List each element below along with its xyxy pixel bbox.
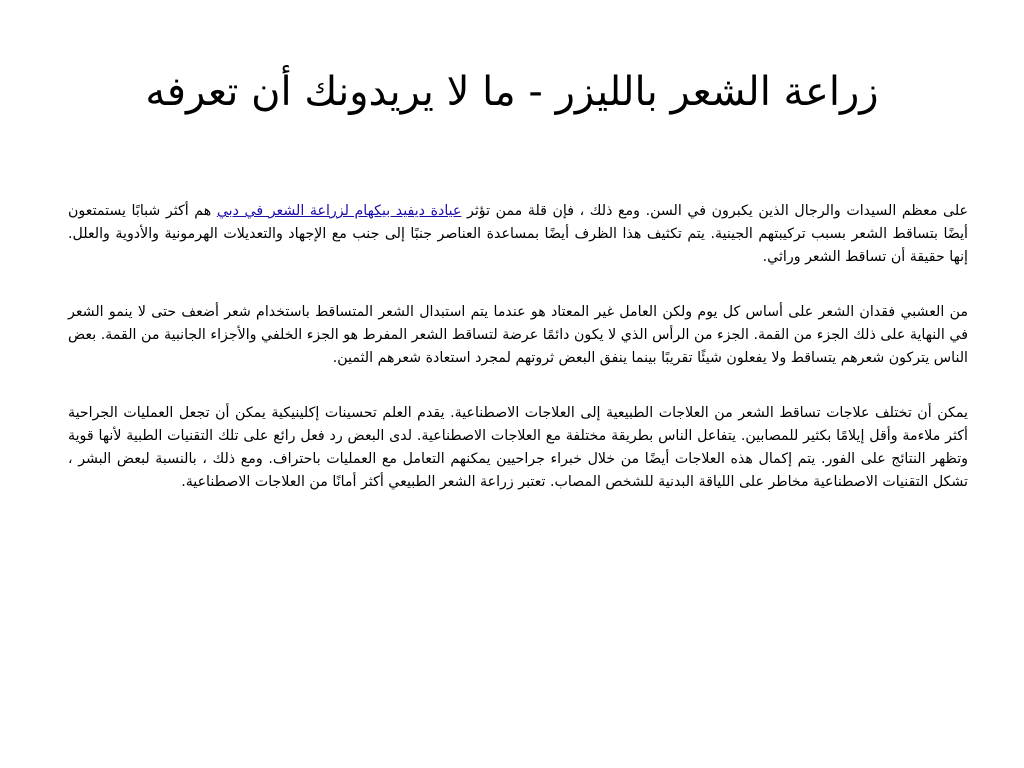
slide-title: زراعة الشعر بالليزر - ما لا يريدونك أن تعرفه — [145, 69, 879, 115]
paragraph-1-text-before-link: على معظم السيدات والرجال الذين يكبرون في السن. ومع ذلك ، فإن قلة ممن تؤثر — [461, 203, 968, 219]
dubai-hair-clinic-link[interactable]: عيادة ديفيد بيكهام لزراعة الشعر في دبي — [216, 203, 462, 219]
paragraph-1-text-after-link: هم أكثر شبابًا يستمتعون أيضًا بتساقط الشعر بسبب تركيبتهم الجينية. يتم تكثيف هذا الظرف أيضًا بمساعدة العناصر جنبًا إلى جنب مع الإجهاد والتعديلات الهرمونية والأدوية والعلل. إنها حقيقة أن تساقط الشعر وراثي. — [68, 203, 968, 265]
paragraph-2: من العشبي فقدان الشعر على أساس كل يوم ولكن العامل غير المعتاد هو عندما يتم استبدال الشعر المتساقط باستخدام شعر أضعف حتى لا ينمو الشعر في النهاية على ذلك الجزء من القمة. الجزء من الرأس الذي لا يكون دائمًا عرضة لتساقط الشعر المفرط هو الجزء الخلفي والأجزاء الجانبية من القمة. بعض الناس يتركون شعرهم يتساقط ولا يفعلون شيئًا تقريبًا بينما ينفق البعض ثروتهم لمجرد استعادة شعرهم الثمين. — [68, 304, 968, 366]
slide-body — [68, 200, 968, 526]
paragraph-3: يمكن أن تختلف علاجات تساقط الشعر من العلاجات الطبيعية إلى العلاجات الاصطناعية. يقدم العلم تحسينات إكلينيكية يمكن أن تجعل العمليات الجراحية أكثر ملاءمة وأقل إيلامًا بكثير للمصابين. يتفاعل الناس بطريقة مختلفة مع العلاجات الاصطناعية. لدى البعض رد فعل رائع على تلك التقنيات الطبية لأنها قوية وتظهر النتائج على الفور. يتم إكمال هذه العلاجات أيضًا من خلال خبراء جراحيين يمكنهم التعامل مع العمليات باحتراف. ومع ذلك ، بالنسبة لبعض البشر ، تشكل التقنيات الاصطناعية مخاطر على اللياقة البدنية للشخص المصاب. تعتبر زراعة الشعر الطبيعي أكثر أمانًا من العلاجات الاصطناعية. — [68, 405, 968, 490]
paragraph-1 — [68, 200, 968, 269]
